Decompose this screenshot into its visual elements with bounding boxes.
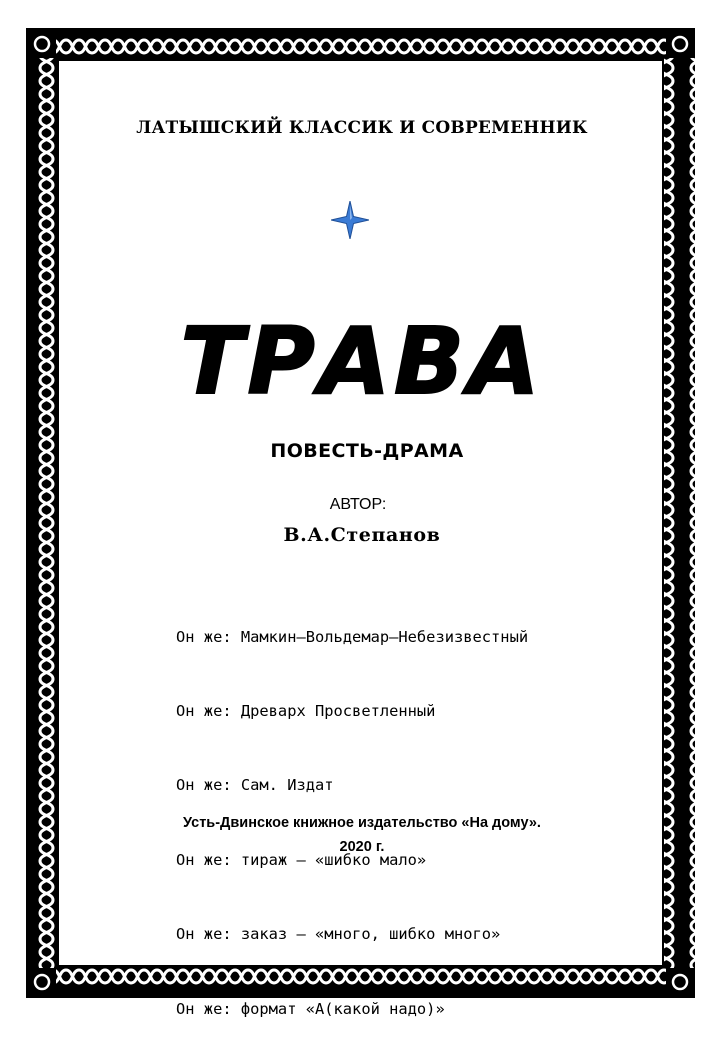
- four-point-star-icon: [331, 201, 369, 239]
- alias-line: Он же: Мамкин–Вольдемар–Небезизвестный: [176, 627, 529, 646]
- author-label: АВТОР:: [329, 496, 387, 513]
- series-title: ЛАТЫШСКИЙ КЛАССИК И СОВРЕМЕННИК: [136, 118, 588, 138]
- publisher-line: Усть-Двинское книжное издательство «На дому».: [183, 815, 541, 831]
- alias-line: Он же: Древарх Просветленный: [176, 701, 436, 720]
- alias-line: Он же: тираж – «шибко мало»: [176, 850, 427, 869]
- book-subtitle: ПОВЕСТЬ-ДРАМА: [270, 440, 464, 462]
- author-aliases-list: [176, 575, 528, 1046]
- author-name: В.А.Степанов: [283, 524, 441, 546]
- alias-line: Он же: формат «А(какой надо)»: [176, 999, 445, 1018]
- publication-year: 2020 г.: [339, 839, 385, 855]
- alias-line: Он же: заказ – «много, шибко много»: [176, 925, 501, 944]
- alias-line: Он же: Сам. Издат: [176, 776, 334, 795]
- book-title: ТРАВА: [180, 308, 544, 415]
